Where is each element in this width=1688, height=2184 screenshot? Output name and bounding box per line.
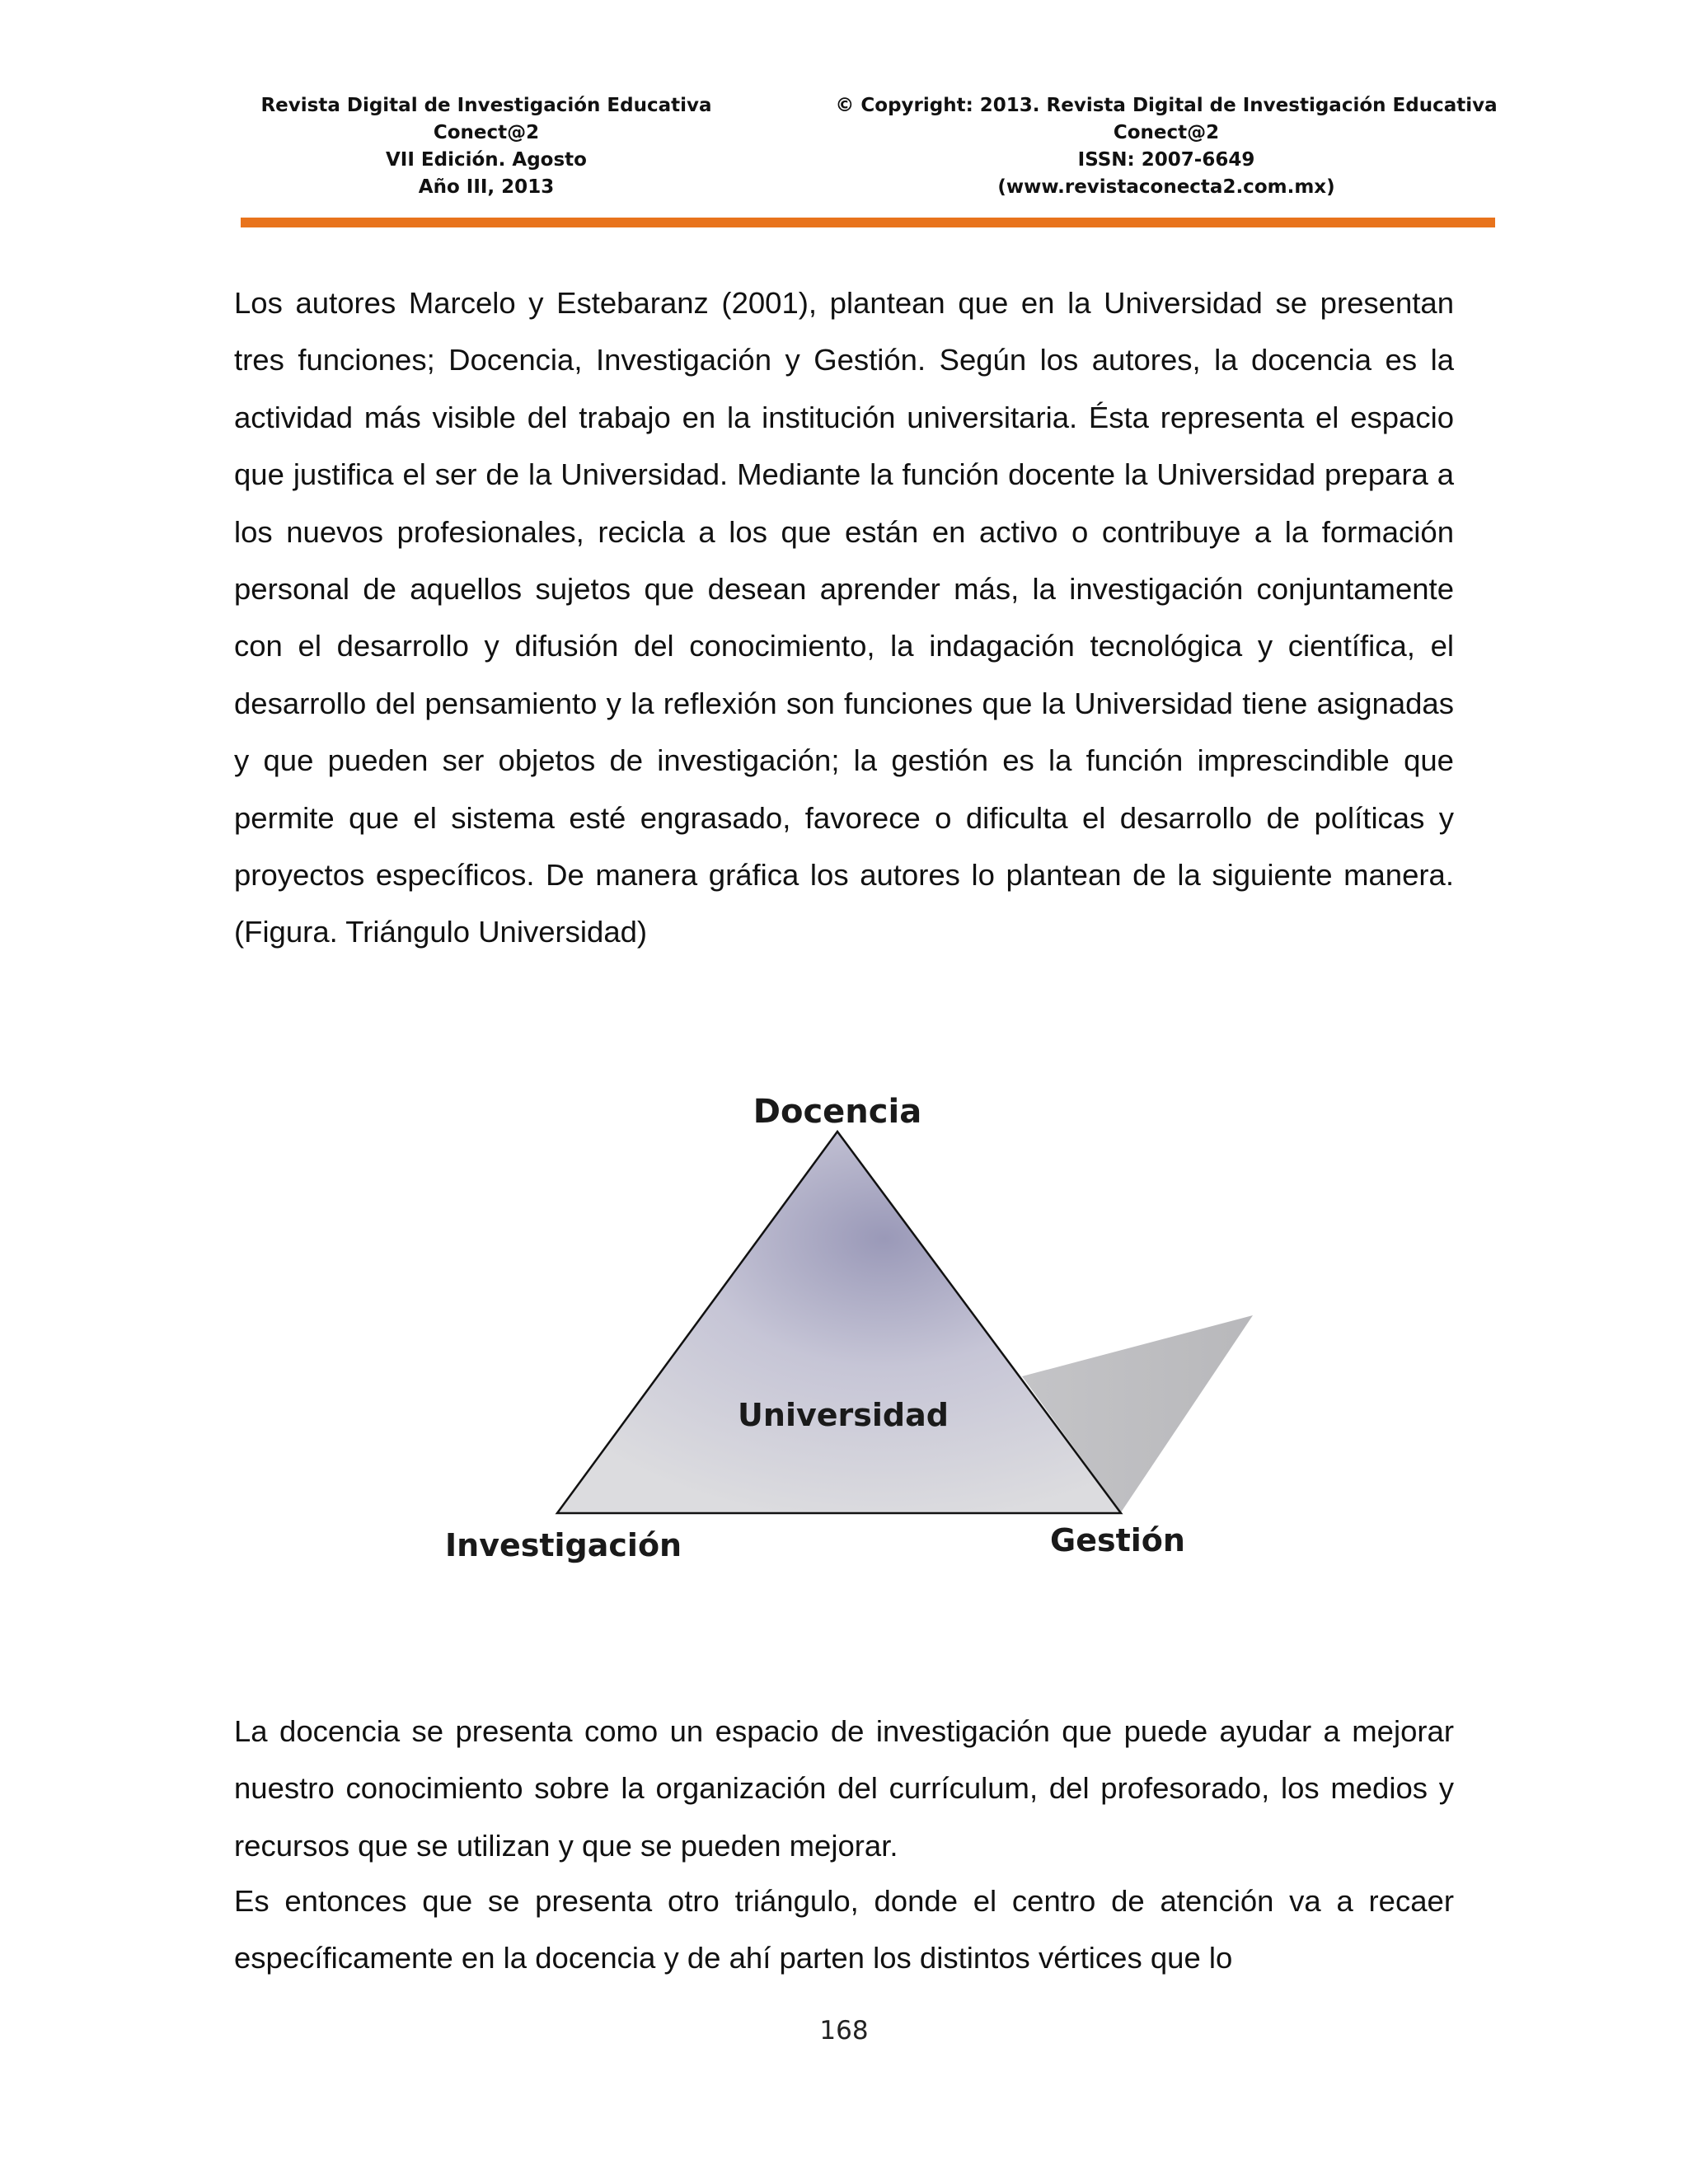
website-text: (www.revistaconecta2.com.mx) xyxy=(997,176,1335,198)
label-docencia: Docencia xyxy=(753,1093,922,1131)
triangle-university-figure xyxy=(429,1071,1286,1582)
body-paragraph-1: Los autores Marcelo y Estebaranz (2001), plantean que en la Universidad se presentan tres funciones; Docencia, Investigación y Gestión. Según los autores, la docencia es la actividad más visible del trabajo en la institución universitaria. Ésta representa el espacio que justifica el ser de la Universidad. Mediante la función docente la Universidad prepara a los nuevos profesionales, recicla a los que están en activo o contribuye a la formación personal de aquellos sujetos que desean aprender más, la investigación conjuntamente con el desarrollo y difusión del conocimiento, la indagación tecnológica y científica, el desarrollo del pensamiento y la reflexión son funciones que la Universidad tiene asignadas y que pueden ser objetos de investigación; la gestión es la función imprescindible que permite que el sistema esté engrasado, favorece o dificulta el desarrollo de políticas y proyectos específicos. De manera gráfica los autores lo plantean de la siguiente manera. (Figura. Triángulo Universidad) xyxy=(234,286,1454,949)
issn-text: ISSN: 2007-6649 xyxy=(1077,149,1255,171)
body-paragraph-2: La docencia se presenta como un espacio de investigación que puede ayudar a mejorar nuestro conocimiento sobre la organización del currículum, del profesorado, los medios y recursos que se utilizan y que se pueden mejorar. xyxy=(234,1714,1454,1863)
journal-header-right xyxy=(832,92,1500,201)
copyright-text: © Copyright: 2013. Revista Digital de Investigación Educativa xyxy=(835,95,1498,116)
label-universidad: Universidad xyxy=(738,1397,949,1433)
year-text: Año III, 2013 xyxy=(418,176,555,198)
journal-title: Revista Digital de Investigación Educativa xyxy=(260,95,712,116)
label-gestion: Gestión xyxy=(1050,1522,1185,1558)
body-paragraph-3: Es entonces que se presenta otro triángulo, donde el centro de atención va a recaer específicamente en la docencia y de ahí parten los distintos vértices que lo xyxy=(234,1884,1454,1975)
edition-text: VII Edición. Agosto xyxy=(386,149,587,171)
journal-header-left xyxy=(247,92,725,201)
journal-name-right: Conect@2 xyxy=(1113,122,1220,143)
triangle-shape xyxy=(557,1132,1121,1513)
label-investigacion: Investigación xyxy=(445,1527,682,1563)
journal-name: Conect@2 xyxy=(433,122,540,143)
page-number: 168 xyxy=(819,2016,869,2046)
header-divider xyxy=(241,218,1495,227)
